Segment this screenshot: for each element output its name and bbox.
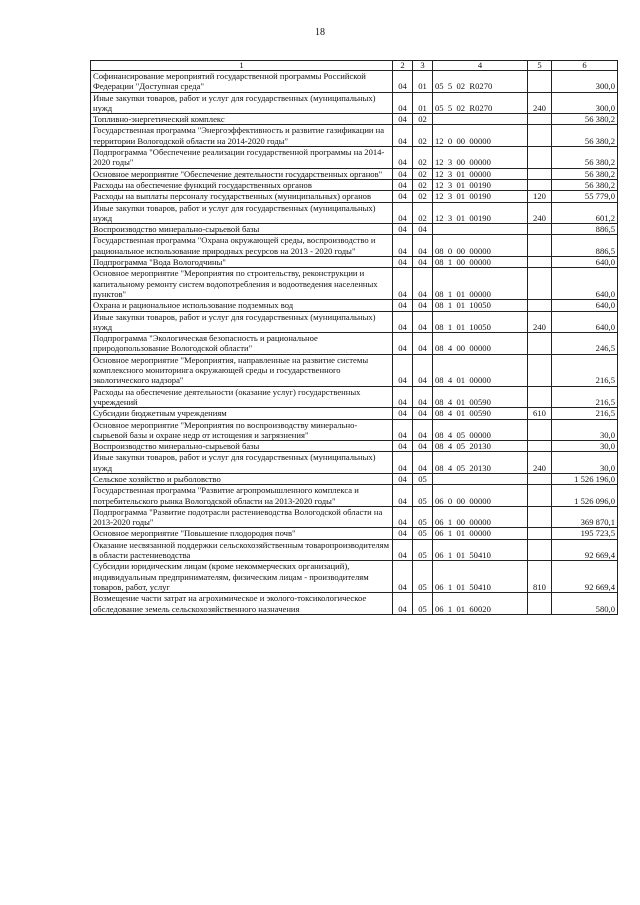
table-row xyxy=(91,333,618,355)
row-expense-type xyxy=(528,168,552,179)
row-target-code: 12 0 00 00000 xyxy=(433,125,528,147)
row-target-code: 12 3 00 00000 xyxy=(433,147,528,169)
row-expense-type xyxy=(528,441,552,452)
table-row xyxy=(91,561,618,593)
table-row xyxy=(91,386,618,408)
row-name: Государственная программа "Развитие агропромышленного комплекса и потребительского рынка Вологодской области на 2013-2020 годы" xyxy=(91,485,393,507)
row-section: 04 xyxy=(393,386,413,408)
row-subsection: 04 xyxy=(413,452,433,474)
row-target-code: 08 1 01 10050 xyxy=(433,300,528,311)
row-name: Охрана и рациональное использование подземных вод xyxy=(91,300,393,311)
row-section: 04 xyxy=(393,452,413,474)
row-section: 04 xyxy=(393,71,413,93)
row-name: Воспроизводство минерально-сырьевой базы xyxy=(91,224,393,235)
table-row xyxy=(91,506,618,528)
row-section: 04 xyxy=(393,147,413,169)
row-target-code: 08 4 00 00000 xyxy=(433,333,528,355)
row-amount: 30,0 xyxy=(552,452,618,474)
row-target-code: 12 3 01 00190 xyxy=(433,179,528,190)
row-target-code: 06 0 00 00000 xyxy=(433,485,528,507)
row-section: 04 xyxy=(393,168,413,179)
row-expense-type xyxy=(528,71,552,93)
table-row xyxy=(91,125,618,147)
table-row xyxy=(91,452,618,474)
row-expense-type xyxy=(528,257,552,268)
row-subsection: 04 xyxy=(413,224,433,235)
table-row xyxy=(91,441,618,452)
row-name: Расходы на обеспечение деятельности (оказание услуг) государственных учреждений xyxy=(91,386,393,408)
row-subsection: 04 xyxy=(413,268,433,300)
row-subsection: 05 xyxy=(413,593,433,615)
table-row xyxy=(91,257,618,268)
table-row xyxy=(91,224,618,235)
row-section: 04 xyxy=(393,561,413,593)
row-target-code: 06 1 00 00000 xyxy=(433,506,528,528)
row-subsection: 05 xyxy=(413,485,433,507)
row-expense-type xyxy=(528,528,552,539)
row-expense-type xyxy=(528,147,552,169)
row-subsection: 02 xyxy=(413,147,433,169)
row-name: Государственная программа "Энергоэффективность и развитие газификации на территории Вологодской области на 2014-2020 годы" xyxy=(91,125,393,147)
row-section: 04 xyxy=(393,354,413,386)
row-section: 04 xyxy=(393,506,413,528)
table-row xyxy=(91,114,618,125)
row-name: Основное мероприятие "Мероприятия по строительству, реконструкции и капитальному ремонту систем водопотребления и водоотведения населенных пунктов" xyxy=(91,268,393,300)
row-amount: 369 870,1 xyxy=(552,506,618,528)
table-row xyxy=(91,191,618,202)
row-subsection: 05 xyxy=(413,539,433,561)
row-section: 04 xyxy=(393,300,413,311)
row-subsection: 05 xyxy=(413,528,433,539)
row-name: Государственная программа "Охрана окружающей среды, воспроизводство и рациональное использование природных ресурсов на 2013 - 2020 годы" xyxy=(91,235,393,257)
row-subsection: 02 xyxy=(413,114,433,125)
row-expense-type: 240 xyxy=(528,202,552,224)
row-subsection: 04 xyxy=(413,311,433,333)
row-name: Подпрограмма "Вода Вологодчины" xyxy=(91,257,393,268)
row-name: Иные закупки товаров, работ и услуг для государственных (муниципальных) нужд xyxy=(91,202,393,224)
row-amount: 580,0 xyxy=(552,593,618,615)
row-section: 04 xyxy=(393,539,413,561)
row-target-code: 06 1 01 50410 xyxy=(433,539,528,561)
row-subsection: 04 xyxy=(413,333,433,355)
row-amount: 886,5 xyxy=(552,224,618,235)
row-name: Возмещение части затрат на агрохимическое и эколого-токсикологическое обследование земель сельскохозяйственного назначения xyxy=(91,593,393,615)
row-section: 04 xyxy=(393,179,413,190)
table-row xyxy=(91,179,618,190)
row-target-code: 06 1 01 60020 xyxy=(433,593,528,615)
row-subsection: 01 xyxy=(413,92,433,114)
row-amount: 601,2 xyxy=(552,202,618,224)
row-amount: 30,0 xyxy=(552,419,618,441)
row-amount: 1 526 196,0 xyxy=(552,473,618,484)
header-col-6: 6 xyxy=(552,61,618,71)
row-amount: 640,0 xyxy=(552,257,618,268)
row-target-code: 08 1 00 00000 xyxy=(433,257,528,268)
row-subsection: 04 xyxy=(413,257,433,268)
row-subsection: 04 xyxy=(413,408,433,419)
row-expense-type xyxy=(528,333,552,355)
row-name: Расходы на выплаты персоналу государственных (муниципальных) органов xyxy=(91,191,393,202)
row-expense-type xyxy=(528,224,552,235)
row-section: 04 xyxy=(393,311,413,333)
row-target-code xyxy=(433,114,528,125)
row-target-code: 06 1 01 50410 xyxy=(433,561,528,593)
row-expense-type xyxy=(528,114,552,125)
row-expense-type xyxy=(528,386,552,408)
table-row xyxy=(91,268,618,300)
row-subsection: 05 xyxy=(413,506,433,528)
row-section: 04 xyxy=(393,408,413,419)
table-header-row xyxy=(91,61,618,71)
row-section: 04 xyxy=(393,224,413,235)
row-name: Оказание несвязанной поддержки сельскохозяйственным товаропроизводителям в области растениеводства xyxy=(91,539,393,561)
row-amount: 56 380,2 xyxy=(552,147,618,169)
row-expense-type xyxy=(528,419,552,441)
row-target-code: 08 4 05 20130 xyxy=(433,441,528,452)
row-section: 04 xyxy=(393,92,413,114)
table-row xyxy=(91,408,618,419)
row-amount: 56 380,2 xyxy=(552,179,618,190)
row-subsection: 02 xyxy=(413,202,433,224)
row-target-code: 08 1 01 10050 xyxy=(433,311,528,333)
row-expense-type xyxy=(528,125,552,147)
table-row xyxy=(91,485,618,507)
table-row xyxy=(91,92,618,114)
row-expense-type: 810 xyxy=(528,561,552,593)
row-subsection: 04 xyxy=(413,386,433,408)
row-amount: 216,5 xyxy=(552,386,618,408)
row-amount: 246,5 xyxy=(552,333,618,355)
row-name: Сельское хозяйство и рыболовство xyxy=(91,473,393,484)
table-row xyxy=(91,473,618,484)
row-name: Основное мероприятие "Мероприятия по воспроизводству минерально-сырьевой базы и охране недр от истощения и загрязнения" xyxy=(91,419,393,441)
header-col-5: 5 xyxy=(528,61,552,71)
header-col-2: 2 xyxy=(393,61,413,71)
row-section: 04 xyxy=(393,235,413,257)
header-col-4: 4 xyxy=(433,61,528,71)
row-target-code: 08 0 00 00000 xyxy=(433,235,528,257)
row-subsection: 04 xyxy=(413,300,433,311)
row-subsection: 04 xyxy=(413,235,433,257)
row-amount: 216,5 xyxy=(552,408,618,419)
row-amount: 56 380,2 xyxy=(552,125,618,147)
row-amount: 56 380,2 xyxy=(552,114,618,125)
row-target-code: 08 4 05 00000 xyxy=(433,419,528,441)
table-row xyxy=(91,147,618,169)
row-subsection: 01 xyxy=(413,71,433,93)
table-row xyxy=(91,539,618,561)
row-amount: 640,0 xyxy=(552,300,618,311)
row-amount: 1 526 096,0 xyxy=(552,485,618,507)
row-name: Воспроизводство минерально-сырьевой базы xyxy=(91,441,393,452)
row-expense-type: 610 xyxy=(528,408,552,419)
row-target-code: 12 3 01 00190 xyxy=(433,191,528,202)
row-section: 04 xyxy=(393,125,413,147)
table-row xyxy=(91,235,618,257)
row-subsection: 02 xyxy=(413,191,433,202)
row-section: 04 xyxy=(393,485,413,507)
row-amount: 56 380,2 xyxy=(552,168,618,179)
row-expense-type xyxy=(528,506,552,528)
row-target-code: 08 4 01 00000 xyxy=(433,354,528,386)
row-target-code: 08 1 01 00000 xyxy=(433,268,528,300)
row-target-code: 12 3 01 00190 xyxy=(433,202,528,224)
table-row xyxy=(91,202,618,224)
row-expense-type xyxy=(528,235,552,257)
row-name: Основное мероприятие "Мероприятия, направленные на развитие системы комплексного мониторинга окружающей среды и государственного экологического надзора" xyxy=(91,354,393,386)
table-row xyxy=(91,168,618,179)
budget-table xyxy=(90,60,618,615)
row-section: 04 xyxy=(393,114,413,125)
row-subsection: 02 xyxy=(413,179,433,190)
row-section: 04 xyxy=(393,593,413,615)
row-name: Расходы на обеспечение функций государственных органов xyxy=(91,179,393,190)
row-target-code: 08 4 05 20130 xyxy=(433,452,528,474)
table-row xyxy=(91,593,618,615)
row-amount: 216,5 xyxy=(552,354,618,386)
row-amount: 300,0 xyxy=(552,71,618,93)
row-expense-type xyxy=(528,179,552,190)
row-target-code: 08 4 01 00590 xyxy=(433,386,528,408)
row-name: Основное мероприятие "Повышение плодородия почв" xyxy=(91,528,393,539)
header-col-3: 3 xyxy=(413,61,433,71)
row-amount: 640,0 xyxy=(552,268,618,300)
row-section: 04 xyxy=(393,268,413,300)
row-expense-type xyxy=(528,539,552,561)
row-expense-type: 240 xyxy=(528,92,552,114)
row-name: Топливно-энергетический комплекс xyxy=(91,114,393,125)
row-subsection: 04 xyxy=(413,354,433,386)
row-section: 04 xyxy=(393,473,413,484)
row-name: Подпрограмма "Экологическая безопасность и рациональное природопользование Вологодской области" xyxy=(91,333,393,355)
table-row xyxy=(91,71,618,93)
row-subsection: 02 xyxy=(413,125,433,147)
row-target-code: 08 4 01 00590 xyxy=(433,408,528,419)
row-section: 04 xyxy=(393,419,413,441)
table-row xyxy=(91,354,618,386)
row-section: 04 xyxy=(393,333,413,355)
row-amount: 640,0 xyxy=(552,311,618,333)
row-name: Софинансирование мероприятий государственной программы Российской Федерации "Доступная среда" xyxy=(91,71,393,93)
row-name: Субсидии бюджетным учреждениям xyxy=(91,408,393,419)
row-expense-type: 120 xyxy=(528,191,552,202)
row-target-code: 05 5 02 R0270 xyxy=(433,71,528,93)
row-target-code: 05 5 02 R0270 xyxy=(433,92,528,114)
row-expense-type: 240 xyxy=(528,452,552,474)
table-row xyxy=(91,419,618,441)
row-amount: 92 669,4 xyxy=(552,539,618,561)
row-expense-type xyxy=(528,354,552,386)
row-target-code xyxy=(433,224,528,235)
row-subsection: 04 xyxy=(413,419,433,441)
row-name: Иные закупки товаров, работ и услуг для государственных (муниципальных) нужд xyxy=(91,452,393,474)
table-row xyxy=(91,528,618,539)
row-target-code xyxy=(433,473,528,484)
table-row xyxy=(91,300,618,311)
row-target-code: 12 3 01 00000 xyxy=(433,168,528,179)
row-section: 04 xyxy=(393,257,413,268)
row-subsection: 02 xyxy=(413,168,433,179)
row-section: 04 xyxy=(393,191,413,202)
row-expense-type xyxy=(528,268,552,300)
row-expense-type xyxy=(528,593,552,615)
row-expense-type xyxy=(528,300,552,311)
row-subsection: 04 xyxy=(413,441,433,452)
row-name: Иные закупки товаров, работ и услуг для государственных (муниципальных) нужд xyxy=(91,311,393,333)
row-section: 04 xyxy=(393,528,413,539)
row-amount: 55 779,0 xyxy=(552,191,618,202)
table-row xyxy=(91,311,618,333)
row-expense-type xyxy=(528,485,552,507)
row-subsection: 05 xyxy=(413,473,433,484)
header-col-1: 1 xyxy=(91,61,393,71)
row-expense-type xyxy=(528,473,552,484)
row-amount: 92 669,4 xyxy=(552,561,618,593)
row-target-code: 06 1 01 00000 xyxy=(433,528,528,539)
row-amount: 886,5 xyxy=(552,235,618,257)
row-name: Подпрограмма "Развитие подотрасли растениеводства Вологодской области на 2013-2020 годы" xyxy=(91,506,393,528)
page-number: 18 xyxy=(315,27,325,38)
row-section: 04 xyxy=(393,202,413,224)
row-name: Основное мероприятие "Обеспечение деятельности государственных органов" xyxy=(91,168,393,179)
row-amount: 300,0 xyxy=(552,92,618,114)
row-amount: 30,0 xyxy=(552,441,618,452)
row-name: Субсидии юридическим лицам (кроме некоммерческих организаций), индивидуальным предпринимателям, физическим лицам - производителям товаров, работ, услуг xyxy=(91,561,393,593)
row-expense-type: 240 xyxy=(528,311,552,333)
row-name: Иные закупки товаров, работ и услуг для государственных (муниципальных) нужд xyxy=(91,92,393,114)
row-name: Подпрограмма "Обеспечение реализации государственной программы на 2014-2020 годы" xyxy=(91,147,393,169)
row-subsection: 05 xyxy=(413,561,433,593)
row-amount: 195 723,5 xyxy=(552,528,618,539)
row-section: 04 xyxy=(393,441,413,452)
